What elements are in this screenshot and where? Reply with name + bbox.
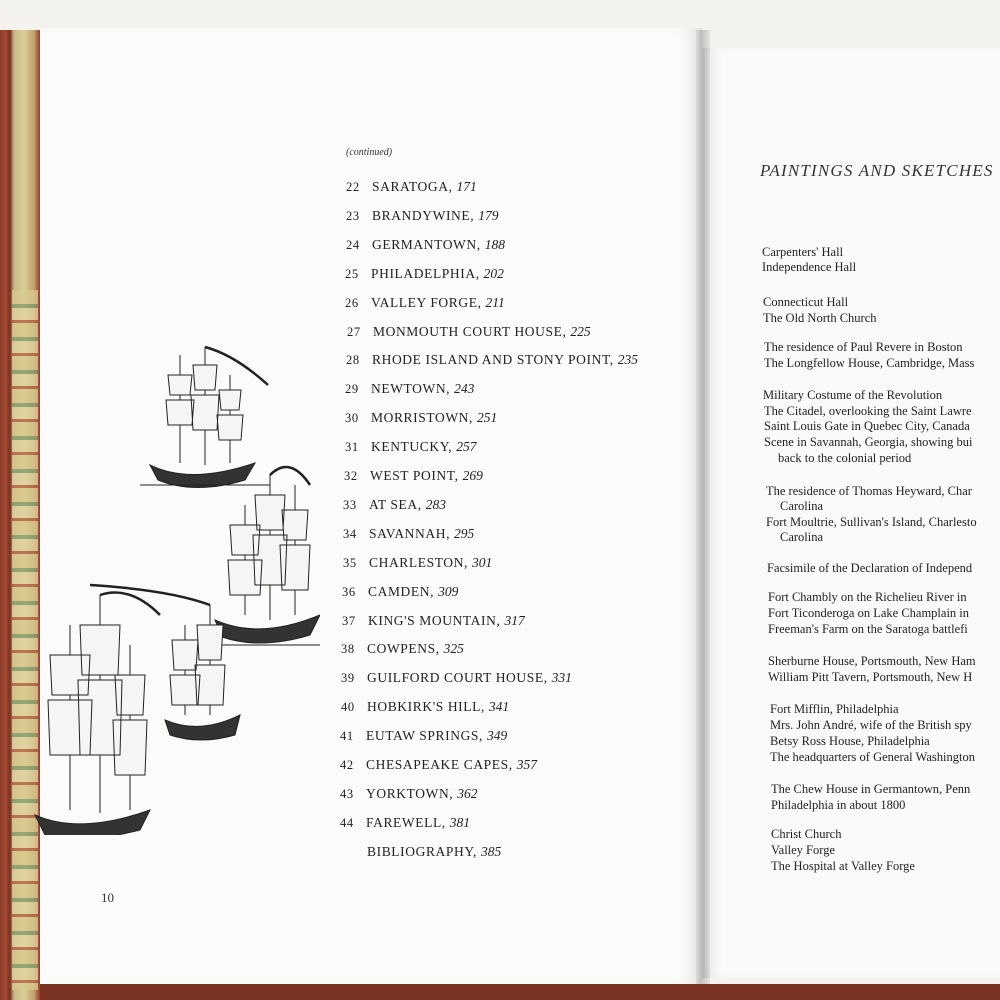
plate-caption: Fort Chambly on the Richelieu River in <box>768 590 967 604</box>
toc-entry-number: 30 <box>345 411 359 426</box>
toc-entry-page: 202 <box>483 265 504 281</box>
plate-caption: Independence Hall <box>762 260 857 274</box>
toc-entry-number: 32 <box>344 469 358 483</box>
toc-entry-number: 38 <box>341 642 355 657</box>
toc-entry-title: PHILADELPHIA, <box>371 265 480 281</box>
toc-entry-page: 331 <box>551 670 572 686</box>
toc-entry <box>345 410 497 426</box>
toc-entry-page: 362 <box>457 785 478 801</box>
plate-caption: The residence of Paul Revere in Boston <box>764 340 963 354</box>
toc-entry-title: COWPENS, <box>367 641 440 657</box>
toc-entry <box>346 352 638 368</box>
toc-entry-page: 295 <box>454 525 475 541</box>
toc-entry-number: 24 <box>346 237 360 252</box>
toc-entry <box>341 670 572 686</box>
toc-entry-title: MONMOUTH COURT HOUSE, <box>373 323 567 339</box>
plate-caption: The Longfellow House, Cambridge, Mass <box>764 356 975 370</box>
plate-caption: Philadelphia in about 1800 <box>771 798 906 812</box>
toc-entry <box>340 815 470 831</box>
toc-entry-title: KING'S MOUNTAIN, <box>368 612 501 628</box>
toc-entry <box>343 526 474 542</box>
toc-entry-page: 251 <box>476 410 498 426</box>
plate-caption: The Hospital at Valley Forge <box>771 859 915 873</box>
plate-caption: Carolina <box>780 530 824 544</box>
toc-entry-title: KENTUCKY, <box>371 439 453 455</box>
toc-entry-title: YORKTOWN, <box>366 785 454 801</box>
toc-entry-number: 36 <box>342 584 356 599</box>
plate-caption: Freeman's Farm on the Saratoga battlefi <box>768 622 968 636</box>
toc-entry-title: GERMANTOWN, <box>372 236 481 252</box>
plate-caption: Carolina <box>780 499 824 513</box>
plate-caption: The residence of Thomas Heyward, Char <box>766 484 972 498</box>
plate-caption: back to the colonial period <box>778 451 912 465</box>
toc-entry-page: 381 <box>449 814 470 830</box>
plate-caption: William Pitt Tavern, Portsmouth, New H <box>768 670 973 684</box>
toc-entry <box>345 266 504 282</box>
plate-caption: Mrs. John André, wife of the British spy <box>770 718 972 732</box>
plate-caption: Saint Louis Gate in Quebec City, Canada <box>764 419 970 433</box>
toc-entry-title: SAVANNAH, <box>369 525 451 541</box>
toc-entry-number: 43 <box>340 786 354 801</box>
ship-illustration-2 <box>210 467 320 645</box>
toc-entry <box>340 786 478 802</box>
toc-entry <box>341 844 501 860</box>
right-page-title: PAINTINGS AND SKETCHES <box>760 161 994 180</box>
toc-entry-number: 37 <box>342 613 356 628</box>
toc-entry-page: 357 <box>516 757 537 772</box>
toc-entry-page: 317 <box>504 612 525 628</box>
toc-entry <box>347 324 591 340</box>
toc-entry <box>343 555 492 571</box>
toc-entry-number: 29 <box>345 382 359 397</box>
toc-entry-page: 283 <box>425 496 446 512</box>
page-number: 10 <box>101 890 114 905</box>
toc-entry-number: 35 <box>343 555 357 570</box>
toc-entry-number: 28 <box>346 353 360 368</box>
plate-caption: The Old North Church <box>763 311 877 325</box>
toc-entry-title: WEST POINT, <box>370 468 459 483</box>
toc-entry-page: 257 <box>456 439 477 455</box>
toc-entry-number: 41 <box>340 729 354 744</box>
toc-entry <box>342 584 458 600</box>
toc-entry <box>341 641 464 657</box>
toc-entry-number: 25 <box>345 266 359 281</box>
plate-caption: Carpenters' Hall <box>762 245 844 259</box>
toc-entry-page: 171 <box>456 179 477 194</box>
toc-entry <box>344 468 483 484</box>
toc-entry-page: 349 <box>486 728 508 744</box>
ship-illustration-4 <box>20 593 170 836</box>
toc-entry-title: HOBKIRK'S HILL, <box>367 699 485 715</box>
right-page <box>702 48 1000 978</box>
toc-entry-page: 325 <box>443 641 464 657</box>
toc-entry <box>346 208 498 224</box>
toc-entry-title: VALLEY FORGE, <box>371 294 482 310</box>
ship-illustration-1 <box>140 347 270 488</box>
toc-entry-number: 26 <box>345 295 359 310</box>
plate-caption: Sherburne House, Portsmouth, New Ham <box>768 654 976 668</box>
table-of-contents <box>300 0 700 1000</box>
toc-entry-title: EUTAW SPRINGS, <box>366 728 483 744</box>
toc-entry <box>345 381 474 397</box>
toc-entry-page: 179 <box>478 207 499 223</box>
toc-entry-number: 27 <box>347 324 361 339</box>
toc-entry-page: 211 <box>485 294 505 310</box>
toc-entry-title: GUILFORD COURT HOUSE, <box>367 670 548 686</box>
toc-entry-number: 31 <box>345 440 359 455</box>
toc-entry-title: CAMDEN, <box>368 583 435 599</box>
plate-caption: Fort Ticonderoga on Lake Champlain in <box>768 606 970 620</box>
plate-caption: The headquarters of General Washington <box>770 750 975 764</box>
toc-entry-number: 42 <box>340 758 354 772</box>
toc-entry <box>343 497 446 513</box>
toc-entry <box>341 699 509 715</box>
plate-caption: Facsimile of the Declaration of Independ <box>767 561 973 575</box>
toc-entry-title: SARATOGA, <box>372 179 453 194</box>
toc-entry <box>345 295 505 311</box>
toc-entry-number: 39 <box>341 671 355 686</box>
plate-caption: Fort Moultrie, Sullivan's Island, Charlesto <box>766 515 977 529</box>
toc-entry-page: 309 <box>438 583 459 599</box>
toc-entry-title: MORRISTOWN, <box>371 410 473 426</box>
toc-entry-number: 22 <box>346 180 360 194</box>
toc-entry-page: 188 <box>484 236 505 252</box>
toc-entry <box>340 728 507 744</box>
toc-entry-number: 40 <box>341 700 355 715</box>
toc-entry-page: 385 <box>480 843 502 859</box>
plate-caption: Scene in Savannah, Georgia, showing bui <box>764 435 973 449</box>
sailing-ships-illustration <box>20 335 320 835</box>
toc-entry-number: 44 <box>340 815 354 830</box>
plate-caption: Military Costume of the Revolution <box>763 388 943 402</box>
toc-entry-number: 34 <box>343 526 357 541</box>
plate-caption: Fort Mifflin, Philadelphia <box>770 702 899 716</box>
toc-entry-page: 243 <box>454 381 475 397</box>
plate-caption: Betsy Ross House, Philadelphia <box>770 734 930 748</box>
plate-caption: The Citadel, overlooking the Saint Lawre <box>764 404 972 418</box>
toc-entry <box>340 757 537 773</box>
toc-entry-title: BIBLIOGRAPHY, <box>367 843 477 859</box>
continued-label: (continued) <box>346 147 393 158</box>
toc-entry-page: 269 <box>462 468 483 483</box>
toc-entry <box>345 439 477 455</box>
plate-caption: Connecticut Hall <box>763 295 849 309</box>
toc-entry-page: 235 <box>617 352 639 368</box>
toc-entry-page: 341 <box>488 699 510 715</box>
toc-entry <box>346 237 505 253</box>
plate-caption: The Chew House in Germantown, Penn <box>771 782 971 796</box>
toc-entry-title: BRANDYWINE, <box>372 207 475 223</box>
toc-entry-title: CHESAPEAKE CAPES, <box>366 757 513 772</box>
toc-entry-title: NEWTOWN, <box>371 381 451 397</box>
toc-entry-number: 33 <box>343 497 357 512</box>
plate-caption: Valley Forge <box>771 843 835 857</box>
toc-entry-title: RHODE ISLAND AND STONY POINT, <box>372 352 614 368</box>
toc-entry-number: 23 <box>346 208 360 223</box>
toc-entry-page: 225 <box>570 323 591 339</box>
toc-entry-title: AT SEA, <box>369 496 422 512</box>
toc-entry <box>342 613 525 629</box>
plate-caption: Christ Church <box>771 827 842 841</box>
toc-entry-title: CHARLESTON, <box>369 554 468 570</box>
toc-entry-title: FAREWELL, <box>366 814 446 830</box>
toc-entry-page: 301 <box>471 554 493 570</box>
toc-entry <box>346 179 477 195</box>
